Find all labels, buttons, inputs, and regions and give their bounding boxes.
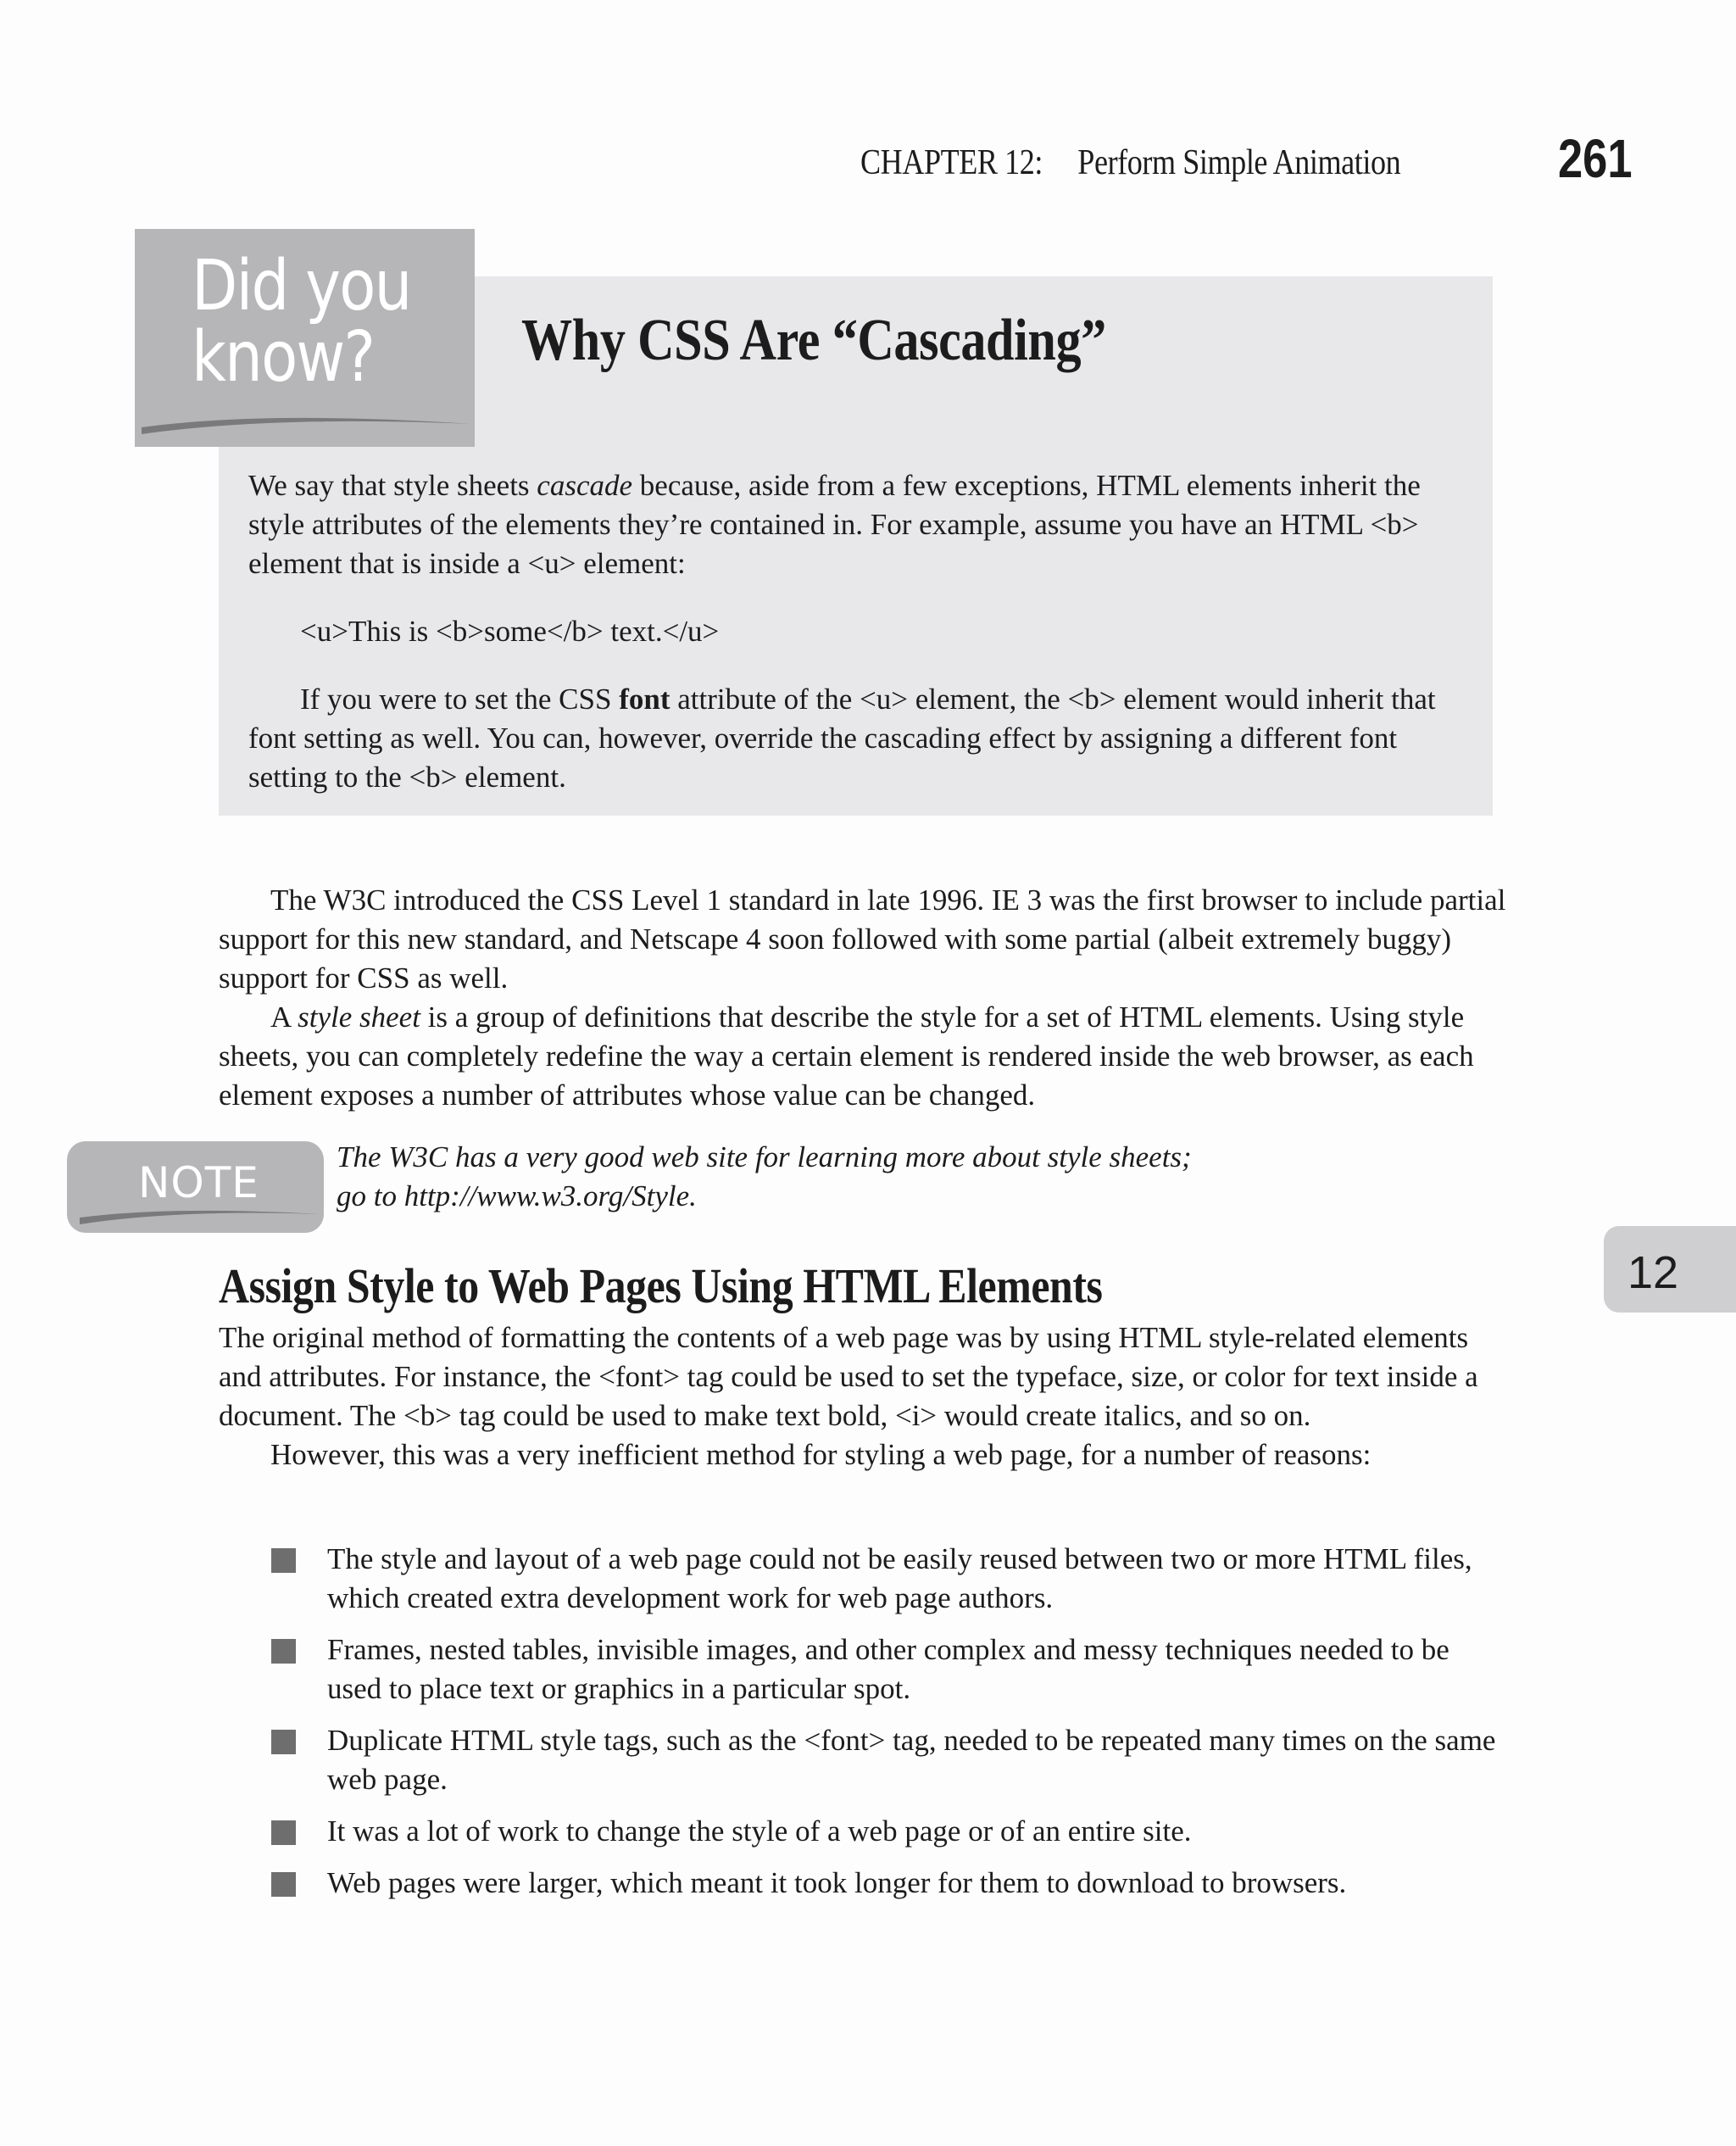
square-bullet-icon [271, 1820, 296, 1845]
square-bullet-icon [271, 1872, 296, 1897]
square-bullet-icon [271, 1730, 296, 1754]
list-item: Frames, nested tables, invisible images, and other complex and messy techniques needed to be used to place text or graphics in a particular spot. [271, 1630, 1509, 1708]
did-you-know-label: Did you know? [192, 246, 411, 398]
list-item: It was a lot of work to change the style of a web page or of an entire site. [271, 1812, 1509, 1851]
chapter-label: CHAPTER 12: [860, 143, 1043, 182]
chapter-title: Perform Simple Animation [1077, 143, 1401, 182]
sidebar-body [248, 466, 1479, 797]
section-body [219, 1318, 1516, 1474]
swoosh-icon [78, 1202, 324, 1228]
code-example: <u>This is <b>some</b> text.</u> [300, 615, 720, 648]
running-header [860, 142, 1400, 183]
list-item: Web pages were larger, which meant it took longer for them to download to browsers. [271, 1864, 1509, 1903]
list-item: The style and layout of a web page could not be easily reused between two or more HTML files, which created extra development work for web page authors. [271, 1540, 1509, 1618]
note-label: NOTE [138, 1158, 259, 1207]
intro-text [219, 881, 1507, 1115]
square-bullet-icon [271, 1639, 296, 1664]
section-heading: Assign Style to Web Pages Using HTML Elements [219, 1258, 1103, 1313]
square-bullet-icon [271, 1548, 296, 1573]
list-item: Duplicate HTML style tags, such as the <font> tag, needed to be repeated many times on the same web page. [271, 1721, 1509, 1799]
paragraph: The W3C introduced the CSS Level 1 standard in late 1996. IE 3 was the first browser to include partial support for this new standard, and Netscape 4 soon followed with some partial (albeit extremely buggy) support for CSS as well. [219, 883, 1506, 995]
page-number: 261 [1558, 128, 1633, 189]
bullet-list [271, 1540, 1509, 1915]
note-text: The W3C has a very good web site for learning more about style sheets; go to http://www.w3.org/Style. [337, 1140, 1192, 1212]
chapter-tab-label: 12 [1628, 1247, 1679, 1298]
sidebar-paragraph: We say that style sheets cascade because, aside from a few exceptions, HTML elements inherit the style attributes of the elements they’re contained in. For example, assume you have an HTML <b> element that is inside a <u> element: [248, 469, 1421, 580]
paragraph: The original method of formatting the contents of a web page was by using HTML style-related elements and attributes. For instance, the <font> tag could be used to set the typeface, size, or color for text inside a document. The <b> tag could be used to make text bold, <i> would create italics, and so on. [219, 1321, 1478, 1432]
paragraph: However, this was a very inefficient method for styling a web page, for a number of reasons: [270, 1438, 1372, 1471]
paragraph: A style sheet is a group of definitions that describe the style for a set of HTML elements. Using style sheets, you can completely redefine the way a certain element is rendered inside the web browser, as each element exposes a number of attributes whose value can be changed. [219, 1001, 1474, 1112]
swoosh-icon [138, 405, 477, 439]
sidebar-title: Why CSS Are “Cascading” [521, 308, 1106, 373]
sidebar-paragraph: If you were to set the CSS font attribute of the <u> element, the <b> element would inherit that font setting as well. You can, however, override the cascading effect by assigning a different font setting to the <b> element. [248, 683, 1436, 794]
